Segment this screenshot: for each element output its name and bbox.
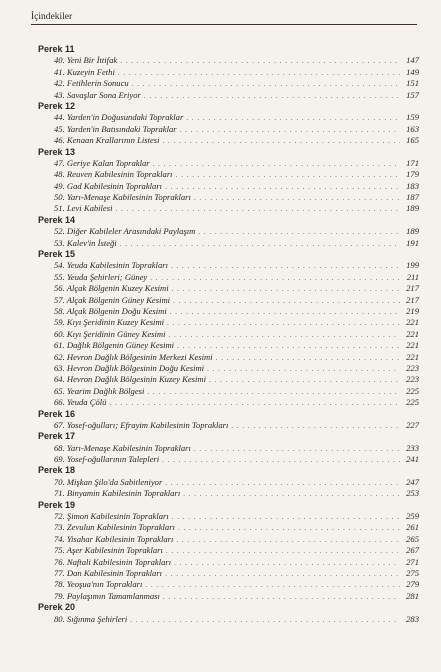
toc-entry — [38, 78, 419, 89]
entry-page-number: 217 — [406, 283, 419, 294]
entry-page-number: 247 — [406, 476, 419, 487]
dot-leader — [186, 113, 400, 124]
toc-entry — [38, 112, 419, 123]
toc-entry — [38, 283, 419, 294]
toc-entry — [38, 579, 419, 590]
entry-title: 48. Reuven Kabilesinin Toprakları — [54, 169, 173, 180]
entry-title: 75. Aşer Kabilesinin Toprakları — [54, 545, 163, 556]
entry-page-number: 191 — [406, 237, 419, 248]
entry-page-number: 225 — [406, 385, 419, 396]
entry-title: 77. Dan Kabilesinin Toprakları — [54, 567, 163, 578]
dot-leader — [198, 227, 400, 238]
entry-page-number: 219 — [406, 305, 419, 316]
entry-title: 64. Hevron Dağlık Bölgesinin Kuzey Kesimi — [54, 374, 206, 385]
entry-title: 52. Diğer Kabileler Arasındaki Paylaşım — [54, 226, 196, 237]
dot-leader — [118, 68, 400, 79]
dot-leader — [109, 398, 400, 409]
entry-title: 68. Yarı-Menaşe Kabilesinin Toprakları — [54, 442, 191, 453]
toc-entry — [38, 488, 419, 499]
entry-page-number: 147 — [406, 55, 419, 66]
entry-page-number: 151 — [406, 78, 419, 89]
toc-entry — [38, 443, 419, 454]
entry-page-number: 171 — [406, 157, 419, 168]
entry-page-number: 271 — [406, 556, 419, 567]
entry-title: 45. Yarden'in Batısındaki Topraklar — [54, 123, 177, 134]
toc-entry — [38, 454, 419, 465]
toc-entry — [38, 90, 419, 101]
dot-leader — [176, 170, 400, 181]
toc-entry — [38, 55, 419, 66]
entry-title: 59. Kıyı Şeridinin Kuzey Kesimi — [54, 317, 165, 328]
dot-leader — [231, 421, 400, 432]
chapter-heading: Perek 20 — [38, 602, 76, 613]
toc-entry — [38, 557, 419, 568]
toc-entry — [38, 317, 419, 328]
toc-entry — [38, 363, 419, 374]
toc-entry — [38, 534, 419, 545]
dot-leader — [171, 261, 400, 272]
entry-title: 42. Fetihlerin Sonucu — [54, 78, 129, 89]
table-of-contents — [38, 44, 419, 625]
toc-entry — [38, 522, 419, 533]
toc-entry — [38, 329, 419, 340]
entry-page-number: 265 — [406, 533, 419, 544]
toc-entry — [38, 477, 419, 488]
toc-entry — [38, 306, 419, 317]
dot-leader — [144, 91, 400, 102]
chapter-heading: Perek 15 — [38, 249, 76, 260]
entry-page-number: 221 — [406, 340, 419, 351]
toc-entry — [38, 135, 419, 146]
entry-title: 53. Kalev'in İsteği — [54, 237, 117, 248]
chapter-heading: Perek 16 — [38, 408, 76, 419]
entry-page-number: 281 — [406, 590, 419, 601]
entry-page-number: 233 — [406, 442, 419, 453]
dot-leader — [115, 204, 400, 215]
dot-leader — [183, 489, 400, 500]
dot-leader — [165, 569, 400, 580]
entry-page-number: 253 — [406, 488, 419, 499]
entry-title: 79. Paylaşımın Tamamlanması — [54, 590, 160, 601]
dot-leader — [162, 455, 400, 466]
entry-title: 57. Alçak Bölgenin Güney Kesimi — [54, 294, 171, 305]
entry-title: 71. Binyamin Kabilesinin Toprakları — [54, 488, 181, 499]
toc-entry — [38, 67, 419, 78]
entry-title: 54. Yeuda Kabilesinin Toprakları — [54, 260, 168, 271]
entry-title: 41. Kuzeyin Fethi — [54, 66, 115, 77]
entry-page-number: 279 — [406, 579, 419, 590]
entry-title: 72. Şimon Kabilesinin Toprakları — [54, 511, 169, 522]
toc-entry — [38, 192, 419, 203]
entry-title: 80. Sığınma Şehirleri — [54, 613, 128, 624]
dot-leader — [172, 284, 400, 295]
dot-leader — [167, 318, 400, 329]
dot-leader — [132, 79, 400, 90]
toc-entry — [38, 420, 419, 431]
entry-page-number: 223 — [406, 362, 419, 373]
dot-leader — [130, 615, 400, 626]
dot-leader — [207, 364, 400, 375]
toc-entry — [38, 272, 419, 283]
toc-entry — [38, 374, 419, 385]
chapter-heading: Perek 17 — [38, 431, 76, 442]
entry-page-number: 223 — [406, 374, 419, 385]
entry-page-number: 179 — [406, 169, 419, 180]
toc-entry — [38, 124, 419, 135]
chapter-heading: Perek 14 — [38, 214, 76, 225]
page-header: İçindekiler — [31, 12, 417, 25]
entry-title: 69. Yosef-oğullarının Talepleri — [54, 454, 160, 465]
entry-title: 55. Yeuda Şehirleri; Güney — [54, 271, 148, 282]
entry-page-number: 221 — [406, 328, 419, 339]
entry-title: 67. Yosef-oğulları; Efrayim Kabilesinin Toprakları — [54, 419, 229, 430]
entry-page-number: 165 — [406, 135, 419, 146]
entry-title: 62. Hevron Dağlık Bölgesinin Merkezi Kesimi — [54, 351, 213, 362]
entry-page-number: 159 — [406, 112, 419, 123]
dot-leader — [163, 592, 400, 603]
entry-page-number: 221 — [406, 351, 419, 362]
toc-entry — [38, 614, 419, 625]
entry-title: 49. Gad Kabilesinin Toprakları — [54, 180, 163, 191]
entry-title: 76. Naftali Kabilesinin Toprakları — [54, 556, 172, 567]
entry-page-number: 217 — [406, 294, 419, 305]
entry-page-number: 241 — [406, 454, 419, 465]
entry-page-number: 199 — [406, 260, 419, 271]
entry-title: 61. Dağlık Bölgenin Güney Kesimi — [54, 340, 175, 351]
entry-page-number: 225 — [406, 397, 419, 408]
dot-leader — [172, 512, 400, 523]
dot-leader — [165, 478, 400, 489]
entry-page-number: 259 — [406, 511, 419, 522]
toc-entry — [38, 226, 419, 237]
entry-title: 51. Levi Kabilesi — [54, 203, 113, 214]
entry-page-number: 187 — [406, 192, 419, 203]
toc-entry — [38, 591, 419, 602]
toc-entry — [38, 169, 419, 180]
entry-page-number: 275 — [406, 567, 419, 578]
toc-entry — [38, 181, 419, 192]
dot-leader — [147, 387, 400, 398]
toc-entry — [38, 238, 419, 249]
entry-page-number: 227 — [406, 419, 419, 430]
toc-entry — [38, 545, 419, 556]
dot-leader — [170, 307, 400, 318]
entry-title: 58. Alçak Bölgenin Doğu Kesimi — [54, 305, 167, 316]
toc-entry — [38, 260, 419, 271]
entry-page-number: 149 — [406, 66, 419, 77]
chapter-heading: Perek 18 — [38, 465, 76, 476]
entry-page-number: 163 — [406, 123, 419, 134]
toc-entry — [38, 511, 419, 522]
entry-page-number: 221 — [406, 317, 419, 328]
toc-entry — [38, 397, 419, 408]
entry-title: 50. Yarı-Menaşe Kabilesinin Toprakları — [54, 192, 191, 203]
chapter-heading: Perek 12 — [38, 100, 76, 111]
entry-page-number: 261 — [406, 522, 419, 533]
dot-leader — [209, 375, 400, 386]
dot-leader — [163, 136, 400, 147]
dot-leader — [120, 56, 400, 67]
toc-entry — [38, 340, 419, 351]
toc-entry — [38, 295, 419, 306]
entry-title: 44. Yarden'in Doğusundaki Topraklar — [54, 112, 184, 123]
entry-page-number: 189 — [406, 203, 419, 214]
dot-leader — [153, 159, 400, 170]
chapter-heading: Perek 13 — [38, 146, 76, 157]
dot-leader — [166, 546, 400, 557]
entry-title: 70. Mişkan Şilo'da Sabitleniyor — [54, 476, 163, 487]
dot-leader — [168, 330, 400, 341]
dot-leader — [178, 523, 400, 534]
entry-title: 73. Zevulun Kabilesinin Toprakları — [54, 522, 175, 533]
entry-title: 78. Yeoşua'nın Toprakları — [54, 579, 143, 590]
entry-title: 74. Yisahar Kabilesinin Toprakları — [54, 533, 174, 544]
entry-title: 40. Yeni Bir İttifak — [54, 55, 118, 66]
toc-entry — [38, 203, 419, 214]
dot-leader — [194, 193, 400, 204]
entry-page-number: 157 — [406, 89, 419, 100]
dot-leader — [216, 353, 400, 364]
dot-leader — [120, 239, 400, 250]
toc-entry — [38, 352, 419, 363]
dot-leader — [194, 444, 400, 455]
entry-title: 47. Geriye Kalan Topraklar — [54, 157, 150, 168]
dot-leader — [174, 558, 400, 569]
toc-entry — [38, 158, 419, 169]
entry-page-number: 283 — [406, 613, 419, 624]
toc-entry — [38, 568, 419, 579]
entry-page-number: 211 — [406, 271, 419, 282]
dot-leader — [176, 535, 400, 546]
dot-leader — [173, 296, 400, 307]
entry-title: 43. Savaşlar Sona Eriyor — [54, 89, 141, 100]
entry-title: 65. Yearim Dağlık Bölgesi — [54, 385, 145, 396]
entry-title: 60. Kıyı Şeridinin Güney Kesimi — [54, 328, 166, 339]
dot-leader — [145, 580, 400, 591]
entry-title: 46. Kenaan Krallarının Listesi — [54, 135, 160, 146]
entry-title: 63. Hevron Dağlık Bölgesinin Doğu Kesimi — [54, 362, 205, 373]
dot-leader — [180, 125, 400, 136]
entry-page-number: 183 — [406, 180, 419, 191]
dot-leader — [150, 273, 400, 284]
entry-page-number: 267 — [406, 545, 419, 556]
entry-title: 66. Yeuda Çölü — [54, 397, 107, 408]
chapter-heading: Perek 19 — [38, 499, 76, 510]
toc-entry — [38, 386, 419, 397]
entry-title: 56. Alçak Bölgenin Kuzey Kesimi — [54, 283, 169, 294]
chapter-heading: Perek 11 — [38, 44, 75, 54]
dot-leader — [165, 182, 400, 193]
entry-page-number: 189 — [406, 226, 419, 237]
